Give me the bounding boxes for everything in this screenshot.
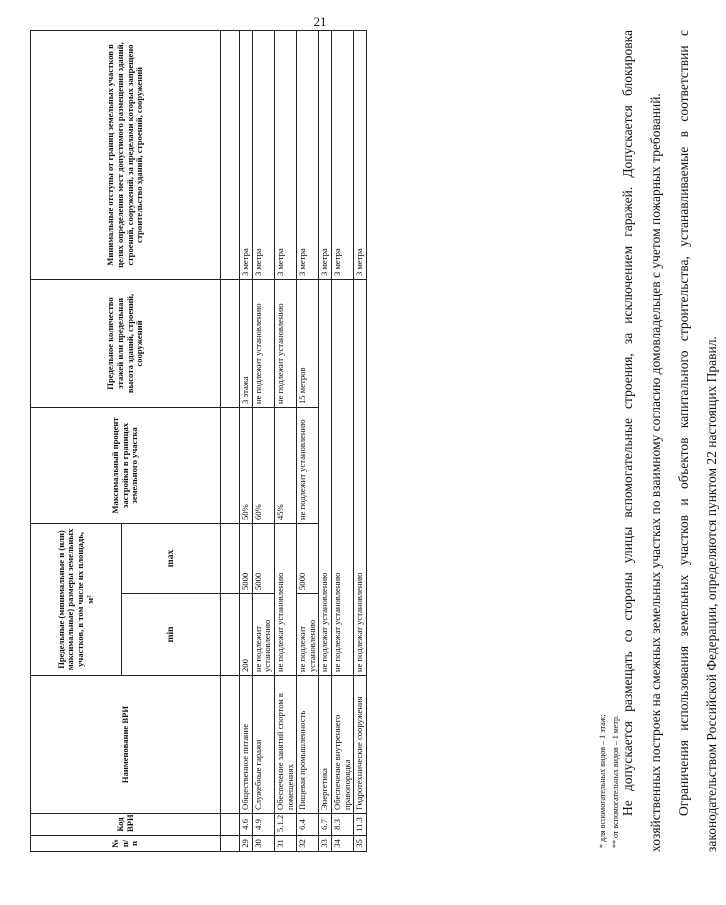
cell-code: 8.3 bbox=[332, 814, 354, 836]
cell-max: 5000 bbox=[240, 523, 253, 593]
cell-setback: 3 метра bbox=[319, 31, 332, 280]
table-row bbox=[332, 31, 354, 852]
cell-minmax: не подлежат установлению bbox=[274, 523, 296, 675]
cell-setback: 3 метра bbox=[354, 31, 367, 280]
table-row bbox=[252, 31, 274, 852]
cell-setback: 3 метра bbox=[297, 31, 319, 280]
header-spacer-row bbox=[221, 31, 240, 852]
cell-name: Обеспечение занятий спортом в помещениях bbox=[274, 676, 296, 814]
cell-minmax: не подлежат установлению bbox=[319, 279, 332, 675]
cell-code: 6.4 bbox=[297, 814, 319, 836]
header-max: max bbox=[122, 523, 221, 593]
cell-num: 32 bbox=[297, 836, 319, 852]
header-area: Предельные (минимальные и (или) максимальные) размеры земельных участков, в том числе их площадь, м² bbox=[31, 523, 122, 675]
cell-setback: 3 метра bbox=[252, 31, 274, 280]
landscape-content bbox=[30, 30, 719, 870]
header-code: Код ВРИ bbox=[31, 814, 221, 836]
cell-floors: не подлежит установлению bbox=[252, 279, 274, 407]
cell-name: Пищевая промышленность bbox=[297, 676, 319, 814]
cell-num: 33 bbox=[319, 836, 332, 852]
cell-min: не подлежит установлению bbox=[252, 594, 274, 676]
cell-num: 31 bbox=[274, 836, 296, 852]
cell-code: 4.9 bbox=[252, 814, 274, 836]
paragraph: Ограничения использования земельных участков и объектов капитального строительства, устанавливаемые в соответствии с законодательством Российской Федерации, определяются пунктом 22 настоящих Правил. bbox=[676, 30, 719, 852]
cell-name: Служебные гаражи bbox=[252, 676, 274, 814]
cell-pct: 60% bbox=[252, 407, 274, 523]
cell-name: Гидротехнические сооружения bbox=[354, 676, 367, 814]
cell-floors: 15 метров bbox=[297, 279, 319, 407]
header-min: min bbox=[122, 594, 221, 676]
cell-setback: 3 метра bbox=[274, 31, 296, 280]
zoning-table bbox=[30, 30, 367, 852]
cell-min: не подлежит установлению bbox=[297, 594, 319, 676]
cell-code: 4.6 bbox=[240, 814, 253, 836]
cell-num: 35 bbox=[354, 836, 367, 852]
cell-code: 5.1.2 bbox=[274, 814, 296, 836]
paragraph: Не допускается размещать со стороны улицы вспомогательные строения, за исключением гаражей. Допускается блокировка хозяйственных построек на смежных земельных участках по взаимному согласию домовладельцев с учетом пожарных требований. bbox=[620, 30, 663, 852]
cell-pct: не подлежит установлению bbox=[297, 407, 319, 523]
cell-setback: 3 метра bbox=[332, 31, 354, 280]
cell-name: Энергетика bbox=[319, 676, 332, 814]
cell-pct: 50% bbox=[240, 407, 253, 523]
footnote: * для вспомогательных видов – 1 этаж; bbox=[598, 714, 607, 848]
cell-max: 5000 bbox=[252, 523, 274, 593]
header-pct: Максимальный процент застройки в границах земельного участка bbox=[31, 407, 221, 523]
cell-name: Общественное питание bbox=[240, 676, 253, 814]
table-row bbox=[274, 31, 296, 852]
cell-num: 34 bbox=[332, 836, 354, 852]
cell-code: 6.7 bbox=[319, 814, 332, 836]
cell-min: 200 bbox=[240, 594, 253, 676]
cell-minmax: не подлежат установлению bbox=[332, 279, 354, 675]
cell-setback: 3 метра bbox=[240, 31, 253, 280]
header-setback: Минимальные отступы от границ земельных участков в целях определения мест допустимого размещения зданий, строений, сооружений, за пределами которых запрещено строительство зданий, строений, сооружений bbox=[31, 31, 221, 280]
table-row bbox=[297, 31, 319, 852]
cell-floors: 3 этажа bbox=[240, 279, 253, 407]
cell-minmax: не подлежат установлению bbox=[354, 279, 367, 675]
cell-num: 30 bbox=[252, 836, 274, 852]
header-floors: Предельное количество этажей или предельная высота зданий, строений, сооружений bbox=[31, 279, 221, 407]
cell-name: Обеспечение внутреннего правопорядка bbox=[332, 676, 354, 814]
table-row bbox=[319, 31, 332, 852]
header-num: № п/п bbox=[31, 836, 221, 852]
cell-max: 5000 bbox=[297, 523, 319, 593]
cell-num: 29 bbox=[240, 836, 253, 852]
table-row bbox=[240, 31, 253, 852]
cell-floors: не подлежит установлению bbox=[274, 279, 296, 407]
cell-code: 11.3 bbox=[354, 814, 367, 836]
footnote: ** от вспомогательных видов – 1 метр. bbox=[611, 715, 620, 848]
page-number: 21 bbox=[313, 14, 327, 29]
header-name: Наименование ВРИ bbox=[31, 676, 221, 814]
cell-pct: 45% bbox=[274, 407, 296, 523]
body-text bbox=[614, 30, 726, 852]
table-row bbox=[354, 31, 367, 852]
